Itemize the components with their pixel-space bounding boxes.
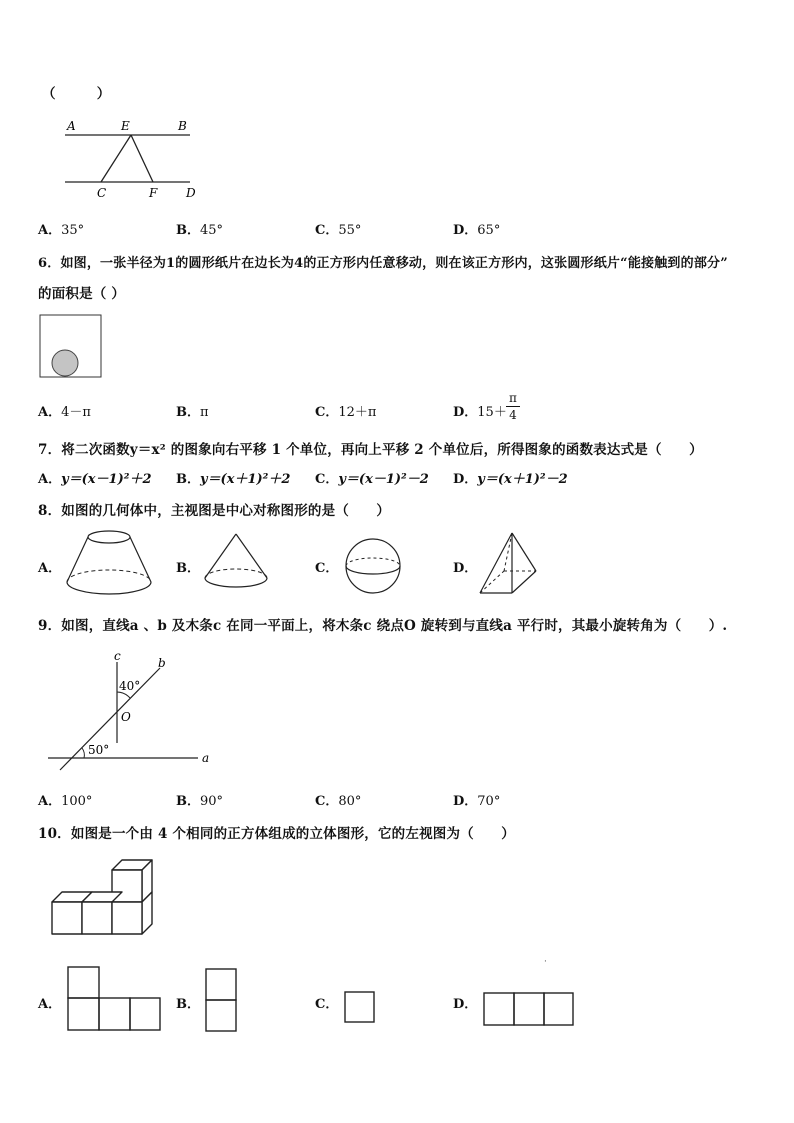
q9-option-c[interactable]: C．80° bbox=[315, 794, 362, 809]
q5-figure bbox=[55, 115, 215, 205]
q7-option-a[interactable]: A．y＝(x－1)²＋2 bbox=[38, 472, 152, 487]
q10-option-b-label[interactable]: B． bbox=[176, 997, 200, 1012]
q5-label-D: D bbox=[186, 186, 196, 200]
q5-option-a[interactable]: A．35° bbox=[38, 223, 85, 238]
q8-sphere-figure[interactable] bbox=[342, 536, 404, 596]
q8-option-c-label[interactable]: C． bbox=[315, 561, 339, 576]
q8-frustum-figure[interactable] bbox=[62, 527, 156, 599]
q5-stem-tail: （ ） bbox=[42, 86, 111, 102]
q5-option-c[interactable]: C．55° bbox=[315, 223, 362, 238]
q9-option-a[interactable]: A．100° bbox=[38, 794, 93, 809]
q9-option-d[interactable]: D．70° bbox=[453, 794, 501, 809]
q7-option-d[interactable]: D．y＝(x＋1)²－2 bbox=[453, 472, 568, 487]
q6-option-b[interactable]: B．π bbox=[176, 405, 209, 420]
q5-option-d[interactable]: D．65° bbox=[453, 223, 501, 238]
q5-option-b[interactable]: B．45° bbox=[176, 223, 224, 238]
q9-label-c: c bbox=[114, 649, 121, 663]
q10-option-b-figure[interactable] bbox=[204, 967, 238, 1033]
q9-stem: 9．如图，直线a 、b 及木条c 在同一平面上，将木条c 绕点O 旋转到与直线a 平行时，其最小旋转角为（ ）. bbox=[38, 618, 728, 634]
q10-option-a-label[interactable]: A． bbox=[38, 997, 62, 1012]
q6-stem-line1: 6．如图，一张半径为1的圆形纸片在边长为4的正方形内任意移动，则在该正方形内，这张圆形纸片“能接触到的部分” bbox=[38, 256, 728, 271]
q6-option-a[interactable]: A．4－π bbox=[38, 405, 91, 420]
q8-option-a-label[interactable]: A． bbox=[38, 561, 62, 576]
stray-dot: · bbox=[544, 957, 547, 967]
q8-option-d-label[interactable]: D． bbox=[453, 561, 478, 576]
q5-label-E: E bbox=[121, 119, 130, 133]
q9-label-a: a bbox=[202, 751, 210, 765]
q9-figure bbox=[40, 648, 220, 773]
q6-option-d-fraction bbox=[506, 391, 520, 422]
q9-option-b[interactable]: B．90° bbox=[176, 794, 224, 809]
q10-stem: 10．如图是一个由 4 个相同的正方体组成的立体图形，它的左视图为（ ） bbox=[38, 826, 515, 842]
q5-label-C: C bbox=[97, 186, 107, 200]
q8-cone-figure[interactable] bbox=[200, 530, 272, 592]
q6-option-c[interactable]: C．12＋π bbox=[315, 405, 377, 420]
q10-option-d-label[interactable]: D． bbox=[453, 997, 478, 1012]
q6-stem-line2: 的面积是（ ） bbox=[38, 286, 126, 302]
q9-angle-bottom: 50° bbox=[88, 743, 110, 757]
q10-option-c-figure[interactable] bbox=[343, 990, 377, 1024]
q7-stem: 7．将二次函数y＝x² 的图象向右平移 1 个单位，再向上平移 2 个单位后，所得图象的函数表达式是（ ） bbox=[38, 442, 703, 458]
q7-option-b[interactable]: B．y＝(x＋1)²＋2 bbox=[176, 472, 291, 487]
q5-label-B: B bbox=[178, 119, 187, 133]
q8-pyramid-figure[interactable] bbox=[474, 529, 542, 599]
q6-figure bbox=[38, 313, 104, 381]
q5-label-F: F bbox=[149, 186, 158, 200]
q9-angle-top: 40° bbox=[119, 679, 141, 693]
q10-cube-figure bbox=[46, 856, 158, 938]
fraction-denominator: 4 bbox=[509, 408, 517, 422]
q10-option-d-figure[interactable] bbox=[482, 991, 576, 1027]
q8-option-b-label[interactable]: B． bbox=[176, 561, 200, 576]
q5-label-A: A bbox=[67, 119, 76, 133]
q9-label-O: O bbox=[121, 710, 131, 724]
q9-label-b: b bbox=[158, 656, 166, 670]
fraction-numerator: π bbox=[509, 391, 517, 405]
q6-option-d[interactable]: D．15＋ bbox=[453, 405, 507, 420]
q7-option-c[interactable]: C．y＝(x－1)²－2 bbox=[315, 472, 429, 487]
q10-option-c-label[interactable]: C． bbox=[315, 997, 339, 1012]
q10-option-a-figure[interactable] bbox=[66, 965, 162, 1033]
q8-stem: 8．如图的几何体中，主视图是中心对称图形的是（ ） bbox=[38, 503, 391, 519]
